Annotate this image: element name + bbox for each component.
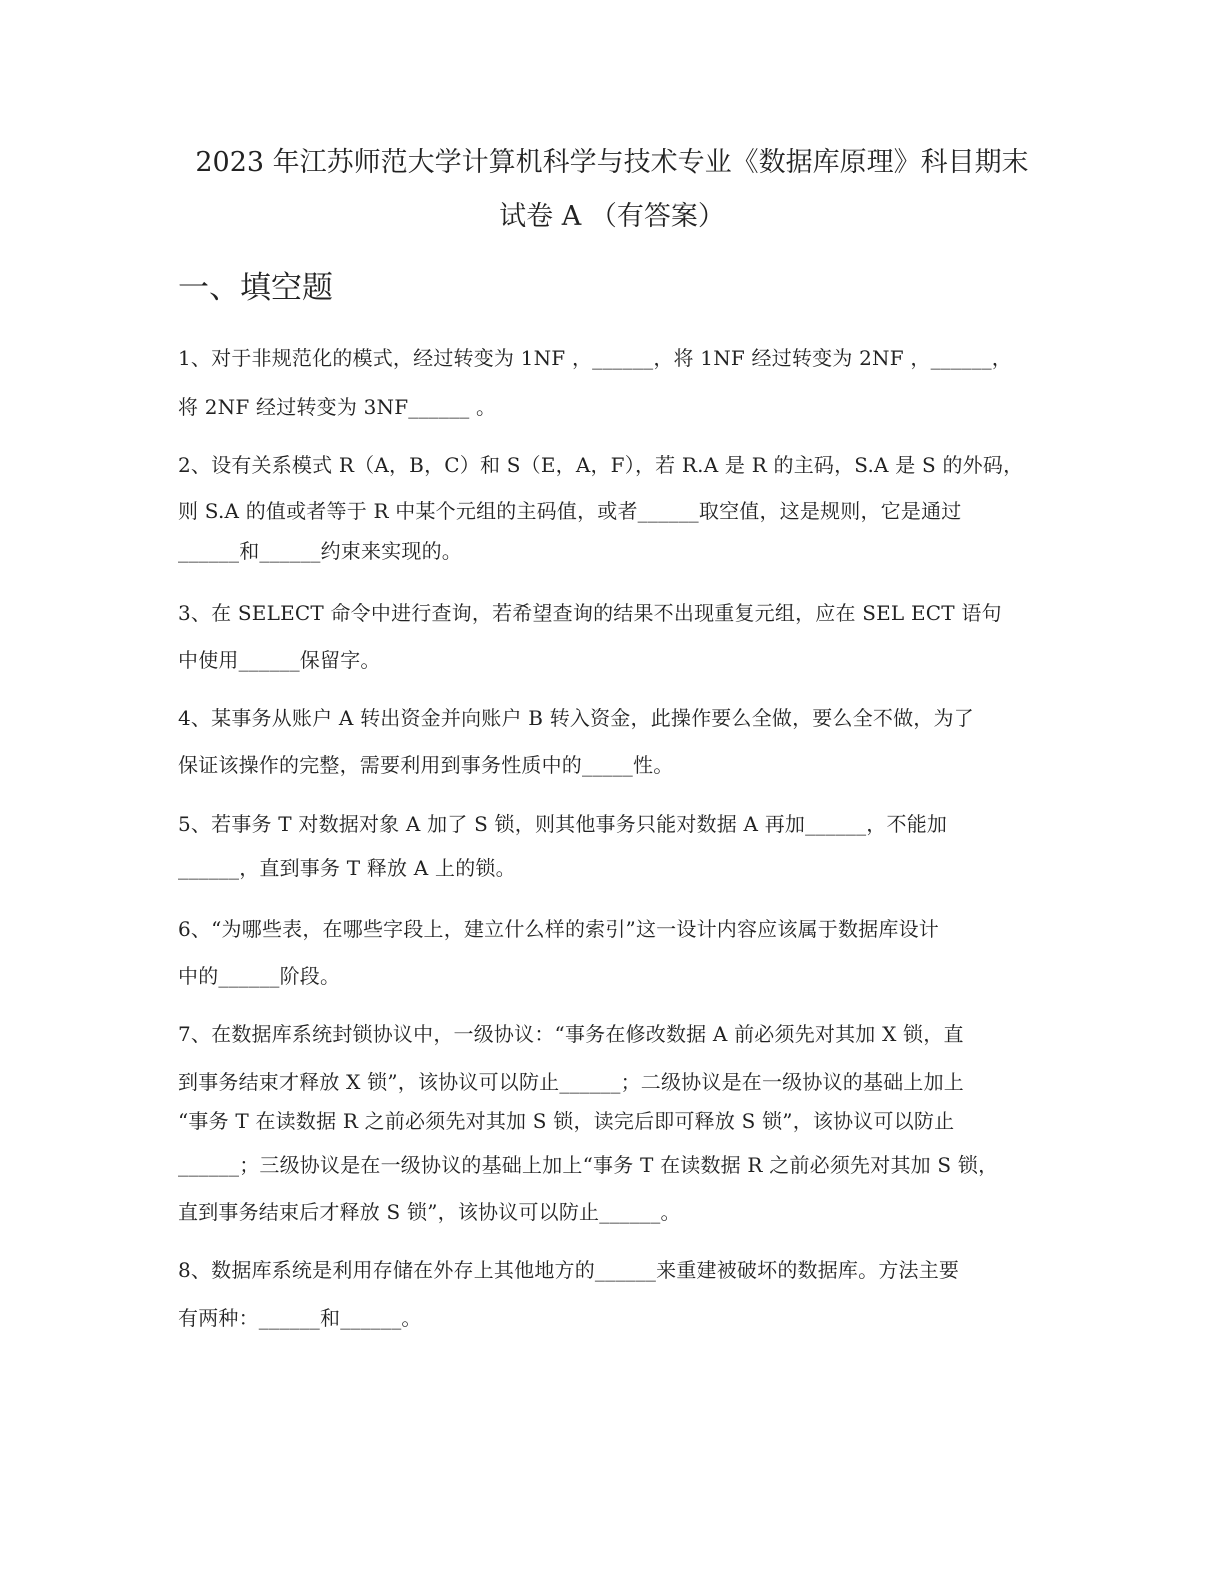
question-8-line-1: 8、数据库系统是利用存储在外存上其他地方的______来重建被破坏的数据库。方法主要 [178, 1258, 960, 1282]
document-title-line-1: 2023 年江苏师范大学计算机科学与技术专业《数据库原理》科目期末 [195, 147, 1029, 178]
question-7-line-4: ______；三级协议是在一级协议的基础上加上“事务 T 在读数据 R 之前必须先对其加 S 锁， [178, 1153, 999, 1177]
question-7-line-2: 到事务结束才释放 X 锁”，该协议可以防止______；二级协议是在一级协议的基础上加上 [178, 1070, 964, 1094]
question-2-line-2: 则 S.A 的值或者等于 R 中某个元组的主码值，或者______取空值，这是规则，它是通过 [178, 499, 962, 523]
question-5-line-2: ______，直到事务 T 释放 A 上的锁。 [178, 856, 516, 880]
section-heading: 一、填空题 [178, 270, 333, 306]
question-1-line-1: 1、对于非规范化的模式，经过转变为 1NF ，______，将 1NF 经过转变为 2NF ，______， [178, 346, 1012, 370]
question-7-line-3: “事务 T 在读数据 R 之前必须先对其加 S 锁，读完后即可释放 S 锁”，该协议可以防止 [178, 1109, 955, 1133]
question-3-line-2: 中使用______保留字。 [178, 648, 381, 672]
question-7-line-5: 直到事务结束后才释放 S 锁”，该协议可以防止______。 [178, 1200, 681, 1224]
question-6-line-2: 中的______阶段。 [178, 964, 341, 988]
question-6-line-1: 6、“为哪些表，在哪些字段上，建立什么样的索引”这一设计内容应该属于数据库设计 [178, 917, 939, 941]
question-5-line-1: 5、若事务 T 对数据对象 A 加了 S 锁，则其他事务只能对数据 A 再加______，不能加 [178, 812, 948, 836]
question-7-line-1: 7、在数据库系统封锁协议中，一级协议：“事务在修改数据 A 前必须先对其加 X 锁，直 [178, 1022, 964, 1046]
question-1-line-2: 将 2NF 经过转变为 3NF______ 。 [178, 395, 497, 419]
question-2-line-3: ______和______约束来实现的。 [178, 539, 462, 563]
question-4-line-2: 保证该操作的完整，需要利用到事务性质中的_____性。 [178, 753, 674, 777]
document-title-line-2: 试卷 A （有答案） [499, 201, 725, 232]
question-8-line-2: 有两种：______和______。 [178, 1306, 422, 1330]
question-2-line-1: 2、设有关系模式 R（A，B，C）和 S（E，A，F），若 R.A 是 R 的主码，S.A 是 S 的外码， [178, 453, 1024, 477]
question-4-line-1: 4、某事务从账户 A 转出资金并向账户 B 转入资金，此操作要么全做，要么全不做，为了 [178, 706, 974, 730]
question-3-line-1: 3、在 SELECT 命令中进行查询，若希望查询的结果不出现重复元组，应在 SEL ECT 语句 [178, 601, 1002, 625]
